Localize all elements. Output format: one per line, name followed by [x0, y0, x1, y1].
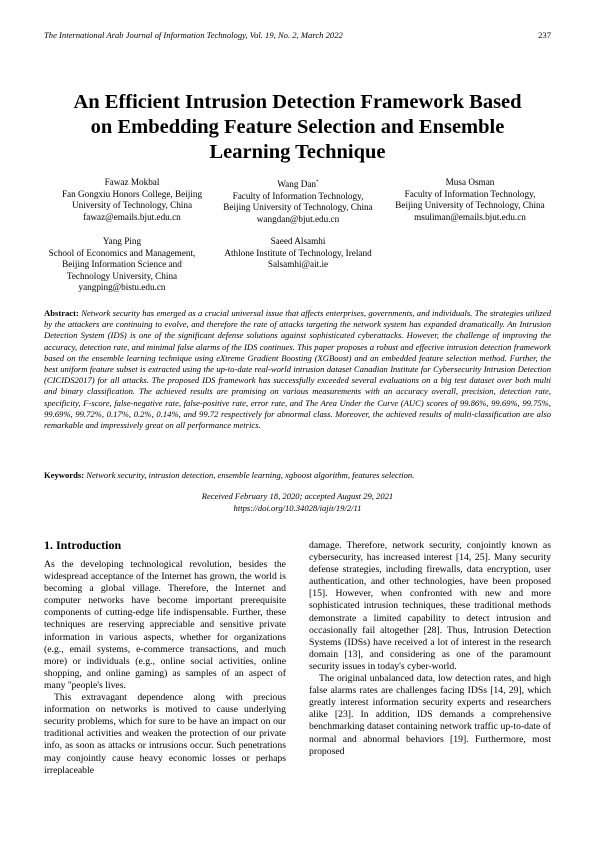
paper-title	[30, 90, 565, 165]
author-block	[44, 236, 200, 294]
author-affiliation: Beijing University of Technology, China	[223, 202, 373, 212]
author-affiliation: School of Economics and Management,	[48, 247, 196, 258]
body-paragraph: As the developing technological revolution, besides the widespread acceptance of the Internet has grown, the world is becoming a global village. Therefore, the Internet and computer networks have become important prerequisite components of cutting-edge life indispensable. Further, these techniques are reserving appreciable and sensitive private information in various aspects, whether for organizations (e.g., email systems, e-commerce transactions, and much more) or individuals (e.g., online social activities, online shopping, and online gaming) as samples of an aspect of many ''people's lives.	[44, 559, 286, 691]
author-email: wangdan@bjut.edu.cn	[256, 213, 340, 224]
title-line: An Efficient Intrusion Detection Framework Based	[73, 91, 522, 113]
author-affiliation: Technology University, China	[66, 270, 178, 281]
body-column-left	[44, 559, 286, 777]
received-info	[44, 491, 551, 514]
received-dates: Received February 18, 2020; accepted August 29, 2021	[201, 491, 394, 501]
author-block	[384, 177, 556, 223]
body-paragraph: damage. Therefore, network security, conjointly known as cybersecurity, has increased interest [14, 25]. Many security defense strategies, including firewalls, data encryption, user authentication, and other technologies, have been proposed [15]. However, when confronted with new and more sophisticated intrusion techniques, these traditional methods demonstrate a limited capability to detect intrusion and occasionally fail altogether [28]. Thus, Intrusion Detection Systems (IDSs) have received a lot of interest in the research domain [13], and considering as one of the paramount security issues in today's cyber-world.	[309, 540, 551, 672]
author-affiliation: Faculty of Information Technology,	[232, 190, 364, 201]
doi: https://doi.org/10.34028/iajit/19/2/11	[233, 502, 362, 513]
author-name: Fawaz Mokbal	[104, 177, 160, 187]
author-name: Yang Ping	[102, 236, 142, 246]
author-block	[212, 177, 384, 225]
keywords-label: Keywords:	[44, 470, 85, 480]
author-name: Saeed Alsamhi	[270, 236, 326, 246]
author-name: Wang Dan	[277, 179, 317, 189]
running-head	[44, 30, 551, 42]
author-email: yangping@bistu.edu.cn	[78, 282, 166, 292]
abstract-label: Abstract:	[44, 308, 79, 318]
author-block	[214, 236, 382, 271]
abstract-text: Network security has emerged as a crucial universal issue that affects enterprises, governments, and individuals. The strategies utilized by the attackers are continuing to evolve, and therefore the rate of attacks targeting the network system has expanded dramatically. An Intrusion Detection System (IDS) is one of the significant defense solutions against sophisticated cyberattacks. However, the challenge of improving the accuracy, detection rate, and minimal false alarms of the IDS continues. This paper proposes a robust and effective intrusion detection framework based on the ensemble learning technique using eXtreme Gradient Boosting (XGBoost) and an embedded feature selection method. Further, the best uniform feature subset is extracted using the up-to-date real-world intrusion dataset Canadian Institute for Cybersecurity Intrusion Detection (CICIDS2017) for all attacks. The proposed IDS framework has successfully exceeded several evaluations on a big test dataset over both multi and binary classification. The achieved results are promising on various measurements with an accuracy overall, precision, detection rate, specificity, F-score, false-negative rate, false-positive rate, error rate, and The Area Under the Curve (AUC) scores of 99.86%, 99.69%, 99.75%, 99.69%, 99.72%, 0.17%, 0.2%, 0.14%, and 99.72 respectively for abnormal class. Moreover, the achieved results of multi-classification are also remarkable and impressively great on all performance metrics.	[44, 308, 551, 431]
keywords	[44, 470, 551, 481]
author-name-line	[212, 177, 384, 191]
body-paragraph: This extravagant dependence along with precious information on networks is motived to cause underlying security problems, which for sure to be have an impact on our traditional activities and weaken the protection of our private info, as soon as attacks or intrusions occur. Such penetrations may conjointly cause heavy economic losses or perhaps irreplaceable	[44, 692, 286, 776]
author-email: Salsamhi@ait.ie	[267, 259, 329, 269]
title-line: Learning Technique	[209, 141, 386, 163]
page-number: 237	[538, 30, 551, 40]
author-affiliation: Beijing University of Technology, China	[395, 200, 545, 210]
author-block	[44, 177, 220, 223]
author-email: msuliman@emails.bjut.edu.cn	[414, 211, 526, 222]
body-paragraph: The original unbalanced data, low detection rates, and high false alarms rates are challenges facing IDSs [14, 29], which greatly interest information security experts and researchers alike [23]. In addition, IDS demands a comprehensive benchmarking dataset containing network traffic up-to-date of normal and abnormal behaviors [19]. Furthermore, most proposed	[309, 673, 551, 757]
section-heading: 1. Introduction	[44, 538, 122, 552]
abstract	[44, 308, 551, 431]
author-affiliation: Beijing Information Science and	[62, 259, 182, 269]
keywords-text: Network security, intrusion detection, ensemble learning, xgboost algorithm, features selection.	[86, 470, 415, 480]
author-affiliation: Faculty of Information Technology,	[404, 188, 536, 199]
body-column-right	[309, 540, 551, 758]
author-affiliation: Fan Gongxiu Honors College, Beijing	[61, 188, 203, 199]
author-email: fawaz@emails.bjut.edu.cn	[83, 211, 181, 222]
title-line: on Embedding Feature Selection and Ensemble	[90, 116, 505, 138]
author-name: Musa Osman	[445, 177, 495, 187]
corresponding-marker: *	[316, 179, 319, 185]
journal-citation: The International Arab Journal of Information Technology, Vol. 19, No. 2, March 2022	[44, 30, 343, 40]
author-affiliation: Athlone Institute of Technology, Ireland	[224, 247, 372, 258]
author-affiliation: University of Technology, China	[71, 200, 193, 210]
